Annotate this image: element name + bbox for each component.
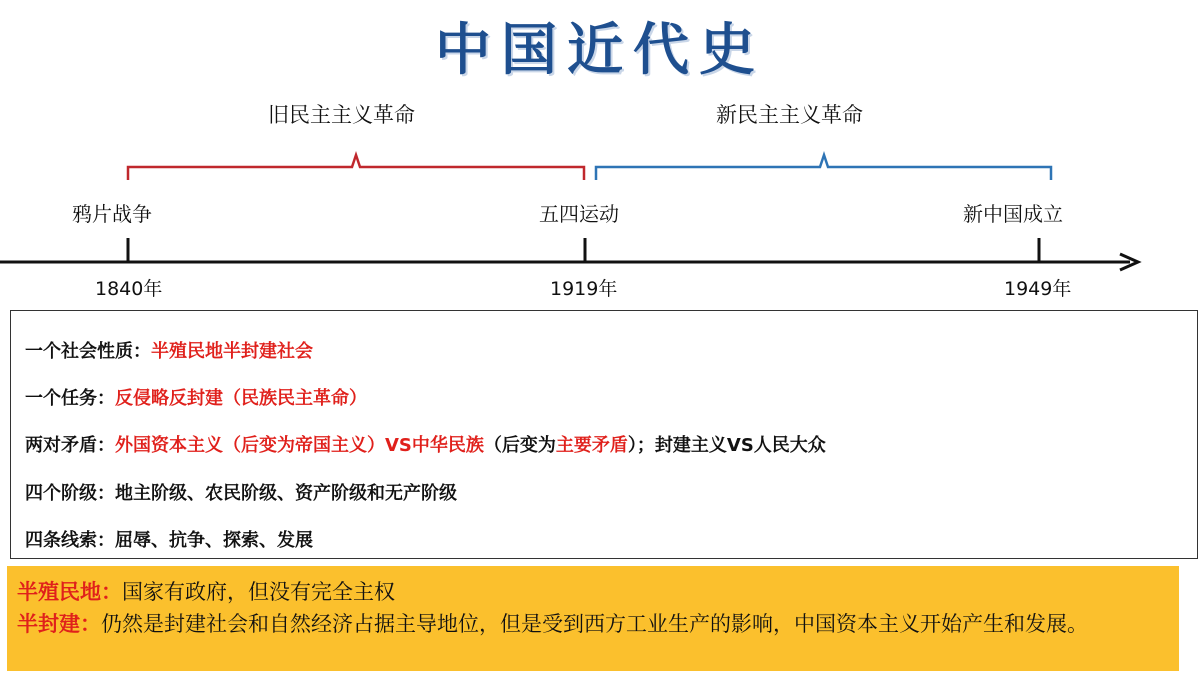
timeline (0, 0, 1200, 310)
row-contradictions (25, 431, 826, 457)
note-text: 国家有政府，但没有完全主权 (122, 580, 395, 604)
event-opium-war: 鸦片战争 (72, 202, 152, 226)
row-value: 屈辱、抗争、探索、发展 (115, 530, 313, 551)
row-social-nature (25, 337, 313, 363)
year-1840: 1840年 (95, 278, 163, 300)
notes-box (7, 566, 1179, 671)
row-label: 四个阶级： (25, 483, 115, 504)
row-value: 地主阶级、农民阶级、资产阶级和无产阶级 (115, 483, 457, 504)
summary-box (10, 310, 1198, 559)
note-semi-colonial (17, 576, 1169, 608)
note-term: 半封建： (17, 611, 101, 636)
event-may-fourth: 五四运动 (539, 202, 619, 226)
row-classes (25, 479, 457, 505)
year-1919: 1919年 (550, 278, 618, 300)
page-title: 中国近代史 (435, 17, 765, 83)
row-label: 四条线索： (25, 530, 115, 551)
bracket-new-democratic (596, 155, 1051, 180)
row-label: 一个社会性质： (25, 341, 151, 362)
row-task (25, 384, 367, 410)
row-value: 半殖民地半封建社会 (151, 341, 313, 362)
period-old-democratic: 旧民主主义革命 (268, 103, 415, 127)
period-new-democratic: 新民主主义革命 (716, 103, 863, 127)
row-value-part1: 外国资本主义（后变为帝国主义）VS中华民族 (115, 435, 484, 456)
note-term: 半殖民地： (17, 579, 122, 604)
row-value-part3: 主要矛盾 (555, 435, 628, 456)
event-prc-founding: 新中国成立 (963, 202, 1063, 226)
row-value-part4: ）；封建主义VS人民大众 (627, 435, 826, 456)
row-value: 反侵略反封建（民族民主革命） (115, 388, 367, 409)
year-1949: 1949年 (1004, 278, 1072, 300)
row-label: 两对矛盾： (25, 435, 115, 456)
row-label: 一个任务： (25, 388, 115, 409)
note-text: 仍然是封建社会和自然经济占据主导地位，但是受到西方工业生产的影响，中国资本主义开始产生和发展。 (101, 612, 1088, 636)
bracket-old-democratic (128, 155, 584, 180)
row-clues (25, 526, 313, 552)
note-semi-feudal (17, 608, 1169, 640)
row-value-part2: （后变为 (483, 435, 556, 456)
